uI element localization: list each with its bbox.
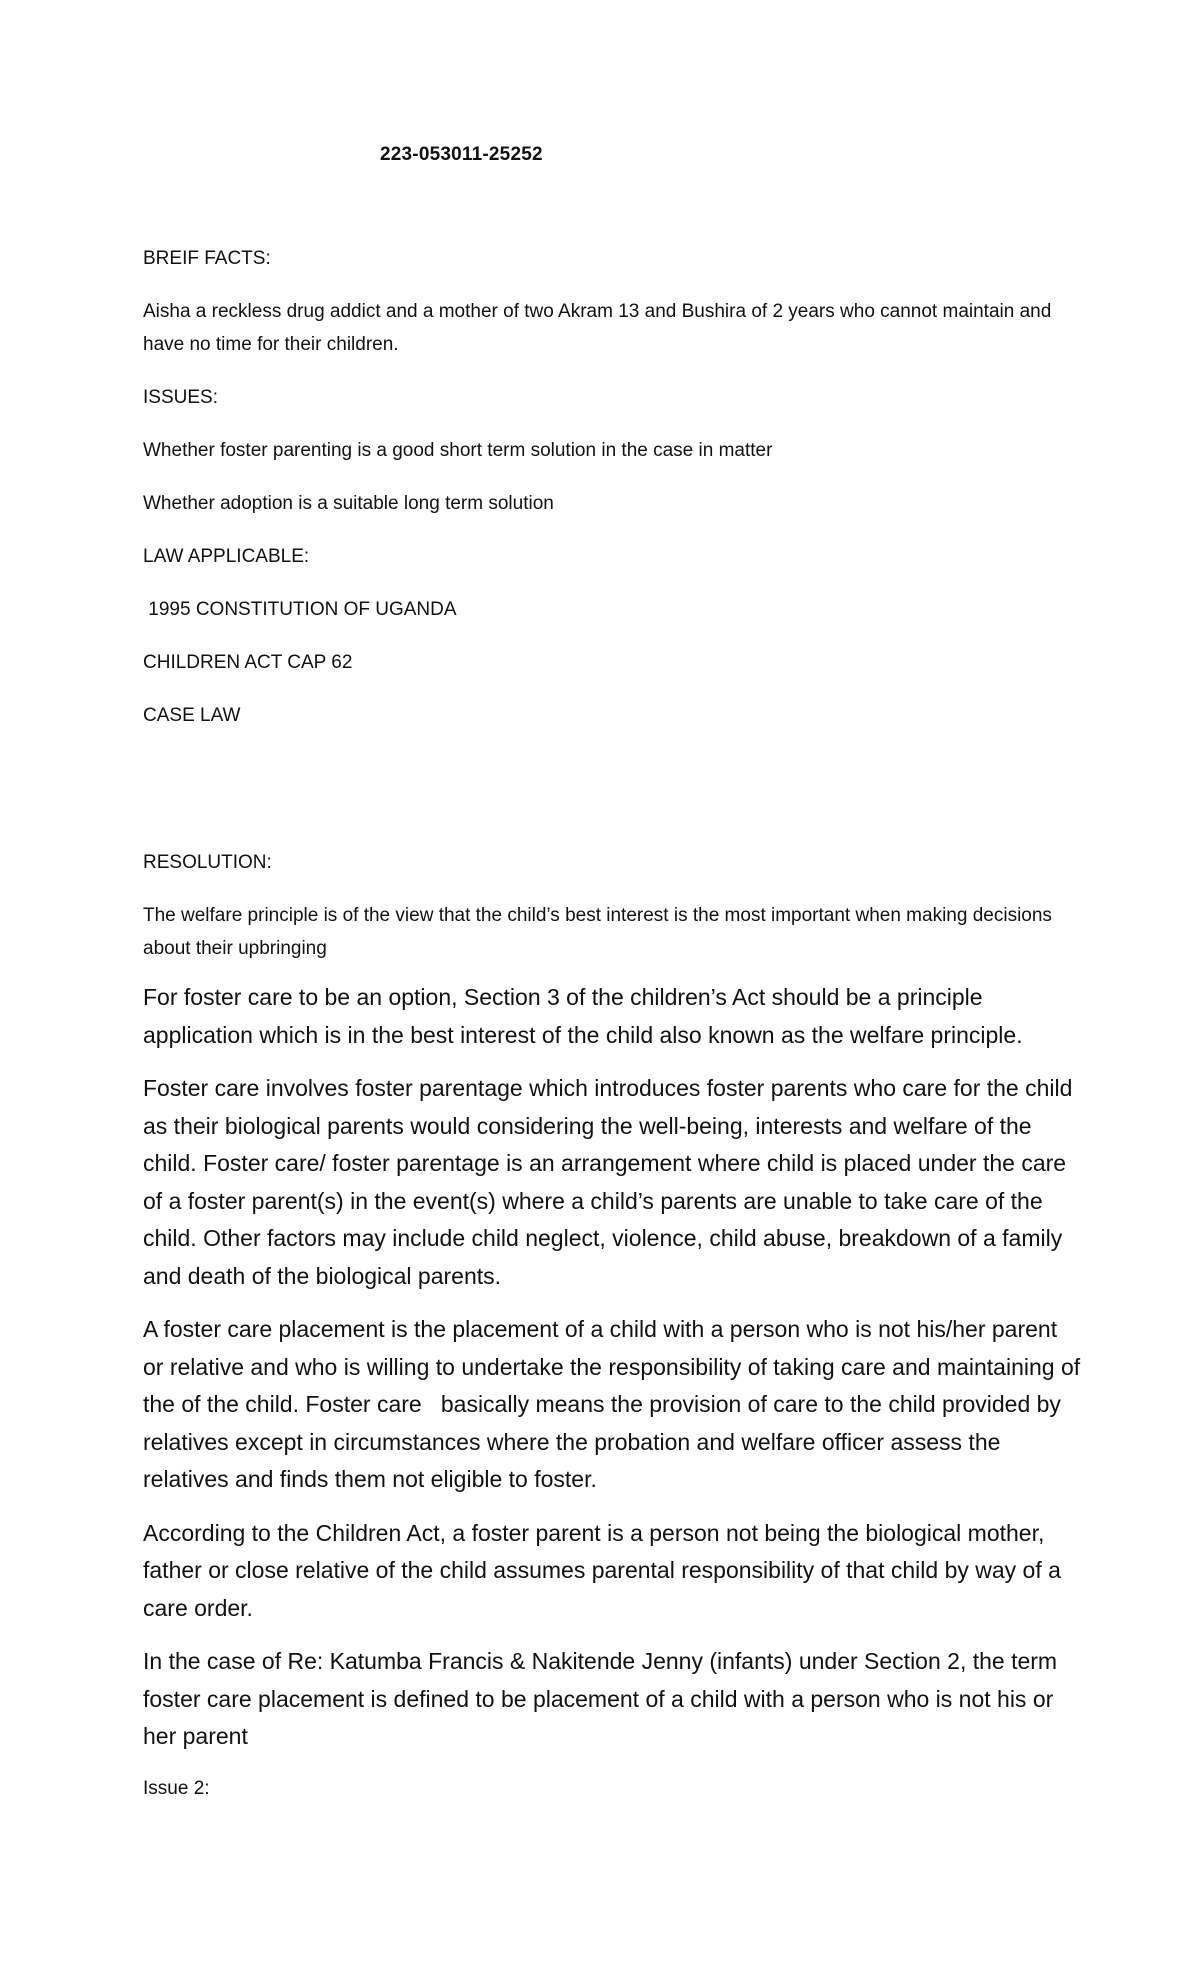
intro-section xyxy=(143,242,1083,965)
document-id: 223-053011-25252 xyxy=(380,144,543,165)
brief-facts-heading: BREIF FACTS: xyxy=(143,248,271,269)
paragraph-case-law: In the case of Re: Katumba Francis & Nakitende Jenny (infants) under Section 2, the term foster care placement is defined to be placement of a child with a person who is not his or her parent xyxy=(143,1648,1058,1749)
resolution-section xyxy=(143,979,1087,1805)
issue-item-1: Whether foster parenting is a good short term solution in the case in matter xyxy=(143,440,773,461)
paragraph-foster-care-definition: Foster care involves foster parentage which introduces foster parents who care for the child as their biological parents would considering the well-being, interests and welfare of the child. Foster care/ foster parentage is an arrangement where child is placed under the care of a foster parent(s) in the event(s) where a child’s parents are unable to take care of the child. Other factors may include child neglect, violence, child abuse, breakdown of a family and death of the biological parents. xyxy=(143,1075,1073,1289)
law-item-children-act: CHILDREN ACT CAP 62 xyxy=(143,652,353,673)
issue-item-2: Whether adoption is a suitable long term solution xyxy=(143,493,554,514)
law-item-case-law: CASE LAW xyxy=(143,705,241,726)
law-heading: LAW APPLICABLE: xyxy=(143,546,310,567)
law-item-constitution: 1995 CONSTITUTION OF UGANDA xyxy=(143,599,457,620)
brief-facts-text: Aisha a reckless drug addict and a mother of two Akram 13 and Bushira of 2 years who cannot maintain and have no time for their children. xyxy=(143,301,1052,355)
issues-heading: ISSUES: xyxy=(143,387,218,408)
resolution-heading: RESOLUTION: xyxy=(143,852,272,873)
paragraph-foster-parent: According to the Children Act, a foster parent is a person not being the biological mother, father or close relative of the child assumes parental responsibility of that child by way of a care order. xyxy=(143,1519,1061,1621)
document-body xyxy=(143,242,1087,1821)
issue-2-heading: Issue 2: xyxy=(143,1777,210,1799)
paragraph-foster-care-placement: A foster care placement is the placement of a child with a person who is not his/her parent or relative and who is willing to undertake the responsibility of taking care and maintaining of the of the child. Foster care basically means the provision of care to the child provided by relatives except in circumstances where the probation and welfare officer assess the relatives and finds them not eligible to foster. xyxy=(143,1316,1087,1492)
resolution-intro: The welfare principle is of the view that the child’s best interest is the most important when making decisions about their upbringing xyxy=(143,905,1052,959)
paragraph-welfare-principle: For foster care to be an option, Section 3 of the children’s Act should be a principle application which is in the best interest of the child also known as the welfare principle. xyxy=(143,984,1023,1048)
